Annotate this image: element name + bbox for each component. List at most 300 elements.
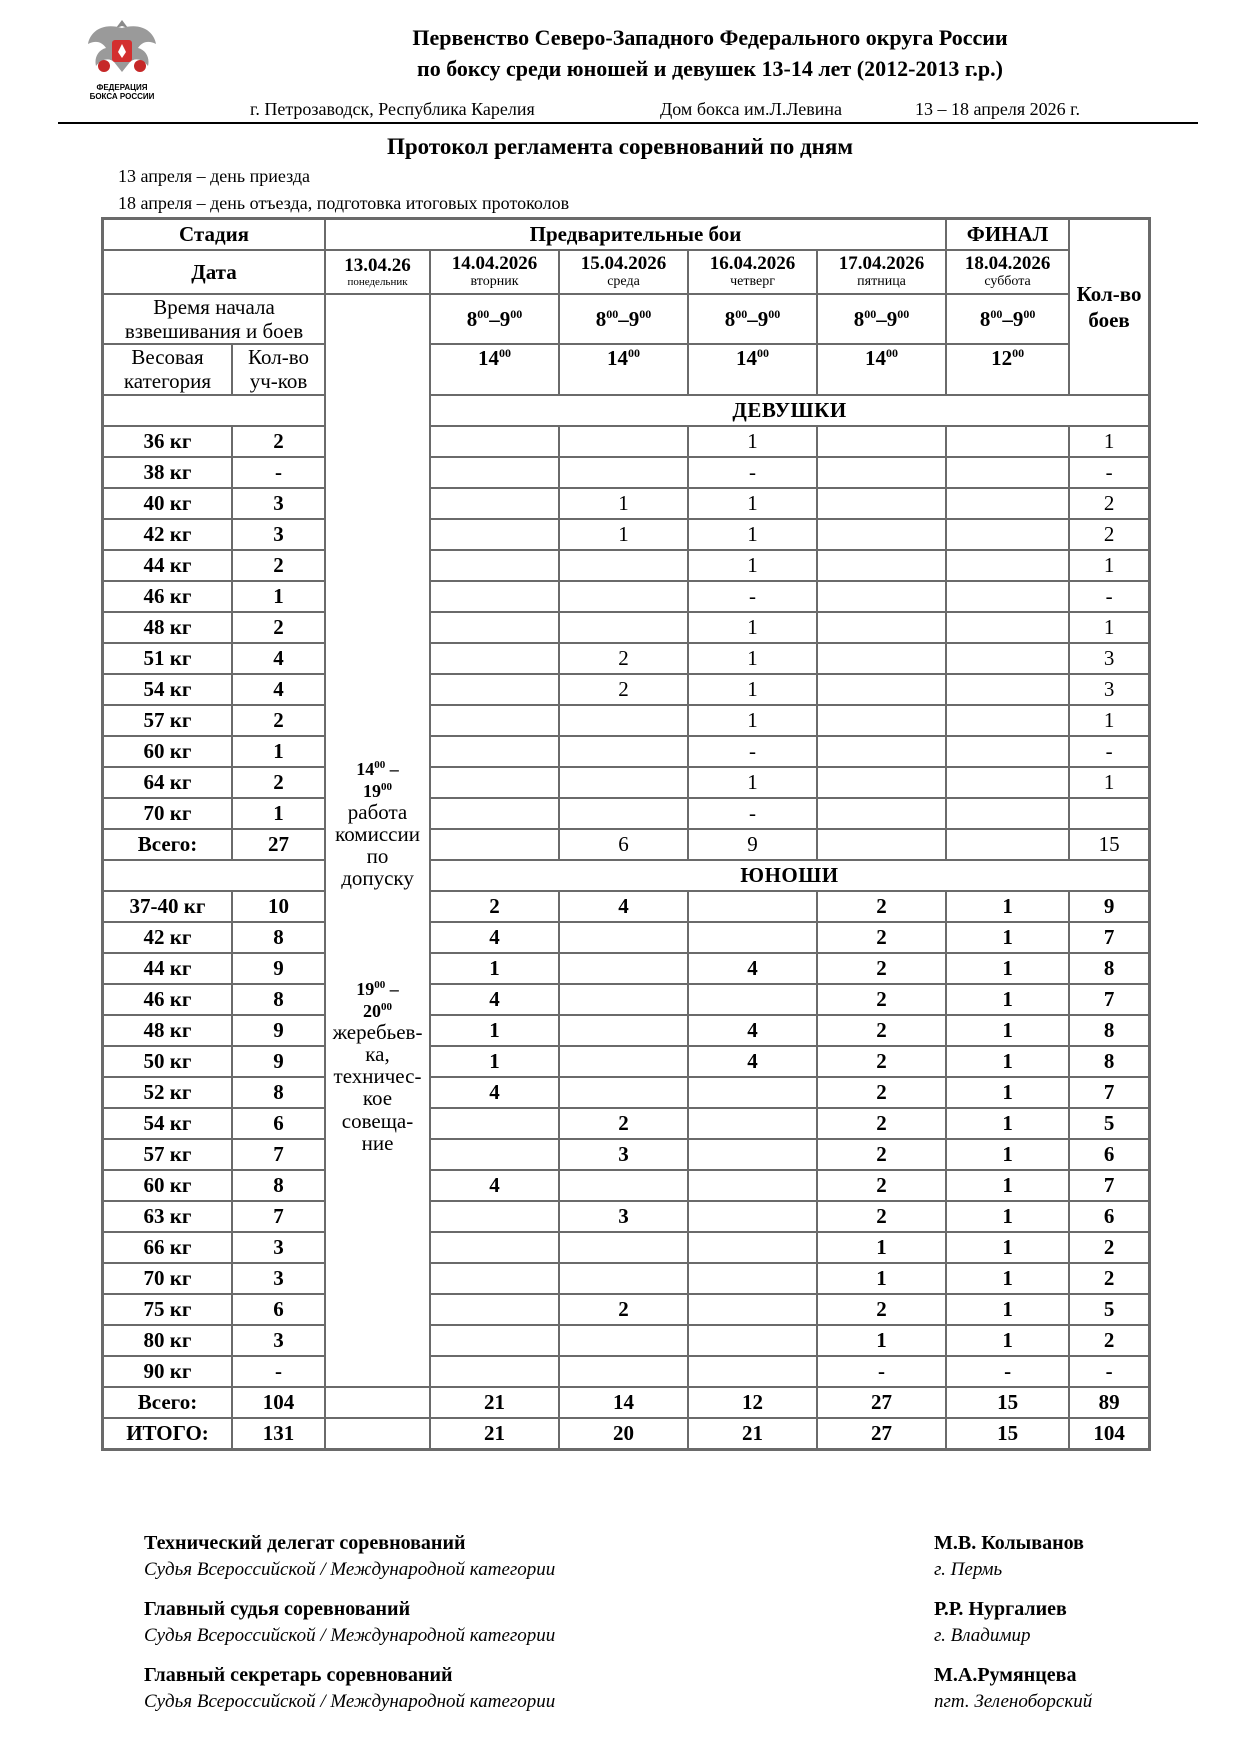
day-bouts: 1 <box>688 643 817 674</box>
day-bouts <box>559 426 688 457</box>
boys-row <box>103 1232 1149 1263</box>
weigh-in-time: $8^{00}-9^{00}$ <box>946 294 1069 344</box>
day-bouts: - <box>817 1356 946 1387</box>
day-bouts: 1 <box>688 426 817 457</box>
participants-count: 1 <box>232 581 325 612</box>
total-bouts: 1 <box>1069 426 1149 457</box>
total-bouts: 5 <box>1069 1108 1149 1139</box>
weigh-in-time: $8^{00}-9^{00}$ <box>430 294 559 344</box>
event-city: г. Петрозаводск, Республика Карелия <box>250 99 535 119</box>
bouts-total: 89 <box>1069 1387 1149 1418</box>
day-bouts-total: 12 <box>688 1387 817 1418</box>
day-bouts: 1 <box>688 767 817 798</box>
day-bouts <box>559 705 688 736</box>
day1-schedule <box>325 294 430 1387</box>
boys-row <box>103 1139 1149 1170</box>
girls-row <box>103 705 1149 736</box>
weight-category: 90 кг <box>103 1356 232 1387</box>
weight-category: 40 кг <box>103 488 232 519</box>
day-bouts <box>946 767 1069 798</box>
total-bouts: 7 <box>1069 1170 1149 1201</box>
weight-category: 44 кг <box>103 953 232 984</box>
total-bouts: 8 <box>1069 1046 1149 1077</box>
day-bouts <box>946 798 1069 829</box>
weight-category-label: Весовая категория <box>103 344 232 394</box>
weight-category: 70 кг <box>103 1263 232 1294</box>
participants-count-label: Кол-во уч-ков <box>232 344 325 394</box>
weight-category: 63 кг <box>103 1201 232 1232</box>
day-bouts: 2 <box>817 984 946 1015</box>
day-bouts <box>559 1232 688 1263</box>
total-bouts: - <box>1069 1356 1149 1387</box>
boys-section-label: ЮНОШИ <box>430 860 1149 891</box>
day-bouts: 2 <box>817 1046 946 1077</box>
signature-category: Судья Всероссийской / Международной категории <box>144 1691 556 1712</box>
participants-count: 7 <box>232 1201 325 1232</box>
final-label: ФИНАЛ <box>946 219 1069 250</box>
weight-category: 64 кг <box>103 767 232 798</box>
day-bouts <box>817 705 946 736</box>
stage-label: Стадия <box>103 219 325 250</box>
weight-category: 42 кг <box>103 519 232 550</box>
girls-row <box>103 519 1149 550</box>
day-bouts: 1 <box>688 705 817 736</box>
signature-role: Технический делегат соревнований <box>144 1532 466 1554</box>
participants-total: 27 <box>232 829 325 860</box>
weight-category: 75 кг <box>103 1294 232 1325</box>
day-bouts-total: 21 <box>430 1387 559 1418</box>
weigh-in-time: $8^{00}-9^{00}$ <box>688 294 817 344</box>
note-departure: 18 апреля – день отъезда, подготовка итоговых протоколов <box>118 193 570 213</box>
note-arrival: 13 апреля – день приезда <box>118 166 311 186</box>
day-bouts: 4 <box>559 891 688 922</box>
weight-category: 37-40 кг <box>103 891 232 922</box>
participants-count: 2 <box>232 767 325 798</box>
day-bouts-total: 9 <box>688 829 817 860</box>
empty-cell <box>103 860 325 891</box>
day-bouts <box>817 550 946 581</box>
day-bouts: 1 <box>559 488 688 519</box>
empty-cell <box>325 1418 430 1449</box>
total-bouts: 1 <box>1069 767 1149 798</box>
boys-row <box>103 1077 1149 1108</box>
day-weekday: вторник <box>470 274 519 290</box>
weight-category: 80 кг <box>103 1325 232 1356</box>
boys-row <box>103 1170 1149 1201</box>
day-bouts <box>430 1108 559 1139</box>
weight-category: 46 кг <box>103 984 232 1015</box>
participants-count: 8 <box>232 1077 325 1108</box>
day-bouts <box>817 612 946 643</box>
day-bouts <box>559 1356 688 1387</box>
weight-category: 52 кг <box>103 1077 232 1108</box>
day-bouts <box>946 457 1069 488</box>
total-bouts: - <box>1069 736 1149 767</box>
day-bouts <box>946 426 1069 457</box>
empty-cell <box>325 1387 430 1418</box>
girls-row <box>103 736 1149 767</box>
girls-total-row <box>103 829 1149 860</box>
day-bouts: 2 <box>817 891 946 922</box>
event-dates: 13 – 18 апреля 2026 г. <box>915 99 1080 119</box>
day-bouts: 1 <box>688 519 817 550</box>
day-bouts <box>430 736 559 767</box>
participants-count: 3 <box>232 1325 325 1356</box>
day-bouts <box>559 1263 688 1294</box>
signature-role: Главный секретарь соревнований <box>144 1664 453 1686</box>
day-bouts <box>946 674 1069 705</box>
day-bouts <box>817 798 946 829</box>
day-bouts <box>688 1325 817 1356</box>
participants-count: 2 <box>232 426 325 457</box>
day-bouts-total: 14 <box>559 1387 688 1418</box>
day-bouts <box>817 519 946 550</box>
girls-row <box>103 798 1149 829</box>
day-bouts: 2 <box>559 643 688 674</box>
girls-row <box>103 426 1149 457</box>
day-bouts: 1 <box>946 984 1069 1015</box>
boys-row <box>103 1046 1149 1077</box>
bout-start-time: $14^{00}$ <box>559 344 688 394</box>
total-bouts: 2 <box>1069 488 1149 519</box>
day-bouts: 3 <box>559 1201 688 1232</box>
day-bouts: 1 <box>430 953 559 984</box>
weight-category: 46 кг <box>103 581 232 612</box>
day-bouts <box>430 581 559 612</box>
day-bouts: 1 <box>946 1294 1069 1325</box>
day-bouts: - <box>688 581 817 612</box>
total-bouts: 7 <box>1069 922 1149 953</box>
prelim-label: Предварительные бои <box>325 219 946 250</box>
day-date: 13.04.26 <box>344 254 411 276</box>
day-bouts: 1 <box>946 1108 1069 1139</box>
day-bouts <box>430 1356 559 1387</box>
day-bouts <box>946 519 1069 550</box>
day-bouts <box>946 705 1069 736</box>
participants-count: - <box>232 457 325 488</box>
boys-row <box>103 1356 1149 1387</box>
day-bouts <box>559 1015 688 1046</box>
day-bouts <box>688 1356 817 1387</box>
day-bouts: - <box>688 457 817 488</box>
weight-category: 70 кг <box>103 798 232 829</box>
signature-name: М.В. Колыванов <box>934 1532 1084 1554</box>
day-bouts-total <box>817 829 946 860</box>
day-bouts <box>559 457 688 488</box>
signature-name: М.А.Румянцева <box>934 1664 1077 1686</box>
day-bouts: - <box>688 798 817 829</box>
day-bouts: 1 <box>817 1325 946 1356</box>
total-bouts: - <box>1069 457 1149 488</box>
day-bouts: 2 <box>817 1294 946 1325</box>
girls-row <box>103 550 1149 581</box>
day-weekday: четверг <box>730 274 775 290</box>
participants-count: 3 <box>232 1232 325 1263</box>
girls-section-label: ДЕВУШКИ <box>430 395 1149 426</box>
day-bouts <box>688 1294 817 1325</box>
day-weekday: пятница <box>857 274 906 290</box>
participants-count: 3 <box>232 519 325 550</box>
day-bouts <box>559 1046 688 1077</box>
girls-row <box>103 674 1149 705</box>
day-bouts: 1 <box>688 674 817 705</box>
stage-row <box>103 219 1149 250</box>
day1-block2-time: $19^{00}$ – $20^{00}$ <box>356 979 399 1022</box>
eagle-emblem-icon <box>82 14 162 84</box>
day-bouts <box>559 798 688 829</box>
day-bouts: 1 <box>688 612 817 643</box>
day-header <box>325 250 430 294</box>
girls-row <box>103 488 1149 519</box>
participants-count: 2 <box>232 612 325 643</box>
boys-section-row <box>103 860 1149 891</box>
total-bouts: 3 <box>1069 643 1149 674</box>
day-bouts-total <box>430 829 559 860</box>
participants-count: 8 <box>232 984 325 1015</box>
signature-name: Р.Р. Нургалиев <box>934 1598 1067 1620</box>
day-bouts: 2 <box>817 922 946 953</box>
day-bouts <box>430 1263 559 1294</box>
total-bouts <box>1069 798 1149 829</box>
date-label: Дата <box>103 250 325 294</box>
day-bouts <box>946 643 1069 674</box>
day-bouts: 1 <box>946 953 1069 984</box>
day-bouts: 2 <box>430 891 559 922</box>
weigh-in-time: $8^{00}-9^{00}$ <box>817 294 946 344</box>
participants-grand-total: 131 <box>232 1418 325 1449</box>
girls-row <box>103 612 1149 643</box>
day-bouts <box>559 767 688 798</box>
grand-total-row <box>103 1418 1149 1449</box>
day-bouts <box>430 550 559 581</box>
day-bouts: 1 <box>946 1077 1069 1108</box>
bout-start-time: $14^{00}$ <box>817 344 946 394</box>
day-header <box>688 250 817 294</box>
total-bouts: 6 <box>1069 1139 1149 1170</box>
participants-count: 9 <box>232 1015 325 1046</box>
weight-category: 60 кг <box>103 736 232 767</box>
day-bouts: 1 <box>559 519 688 550</box>
day-bouts <box>430 674 559 705</box>
day-bouts <box>430 1232 559 1263</box>
girls-section-row <box>103 395 1149 426</box>
day-bouts-grand-total: 21 <box>430 1418 559 1449</box>
day-bouts: 1 <box>430 1015 559 1046</box>
day-date: 17.04.2026 <box>838 253 925 275</box>
signature-category: Судья Всероссийской / Международной категории <box>144 1559 556 1580</box>
header-divider <box>58 122 1198 124</box>
day-bouts: 2 <box>817 1201 946 1232</box>
day-bouts: 2 <box>559 674 688 705</box>
day-bouts: 1 <box>688 488 817 519</box>
day-bouts: 1 <box>946 1325 1069 1356</box>
total-bouts: 1 <box>1069 705 1149 736</box>
day-bouts: 2 <box>559 1294 688 1325</box>
day-bouts: 1 <box>946 891 1069 922</box>
day-bouts <box>688 1201 817 1232</box>
total-label: Всего: <box>103 829 232 860</box>
total-bouts: - <box>1069 581 1149 612</box>
day-bouts <box>430 1201 559 1232</box>
event-venue: Дом бокса им.Л.Левина <box>660 99 843 119</box>
day-bouts: - <box>688 736 817 767</box>
day-bouts <box>430 1294 559 1325</box>
day-bouts <box>430 767 559 798</box>
weigh-in-row <box>103 294 1149 344</box>
signature-role: Главный судья соревнований <box>144 1598 411 1620</box>
boys-row <box>103 891 1149 922</box>
day-bouts <box>430 705 559 736</box>
participants-count: 2 <box>232 705 325 736</box>
day-bouts <box>946 736 1069 767</box>
girls-row <box>103 767 1149 798</box>
total-bouts: 1 <box>1069 612 1149 643</box>
total-bouts: 8 <box>1069 953 1149 984</box>
total-bouts: 2 <box>1069 519 1149 550</box>
day-bouts <box>430 643 559 674</box>
boys-row <box>103 1294 1149 1325</box>
participants-count: 4 <box>232 674 325 705</box>
weight-category: 50 кг <box>103 1046 232 1077</box>
day-weekday: суббота <box>984 274 1031 290</box>
participants-total: 104 <box>232 1387 325 1418</box>
day-bouts <box>559 1325 688 1356</box>
day-bouts <box>946 488 1069 519</box>
day-bouts: 1 <box>817 1263 946 1294</box>
day-header <box>430 250 559 294</box>
day-date: 15.04.2026 <box>580 253 667 275</box>
day-bouts-total <box>946 829 1069 860</box>
girls-row <box>103 457 1149 488</box>
weight-category: 60 кг <box>103 1170 232 1201</box>
day-bouts: 1 <box>946 1139 1069 1170</box>
bouts-grand-total: 104 <box>1069 1418 1149 1449</box>
title-line-1: Первенство Северо-Западного Федерального округа России <box>412 25 1008 50</box>
participants-count: 8 <box>232 1170 325 1201</box>
day-bouts <box>559 550 688 581</box>
day-bouts: 1 <box>946 1201 1069 1232</box>
day-bouts <box>559 922 688 953</box>
signature-category: Судья Всероссийской / Международной категории <box>144 1625 556 1646</box>
day-bouts <box>559 736 688 767</box>
girls-row <box>103 581 1149 612</box>
total-bouts: 9 <box>1069 891 1149 922</box>
weight-category: 51 кг <box>103 643 232 674</box>
day-bouts <box>688 1108 817 1139</box>
day-bouts <box>688 1232 817 1263</box>
day-header <box>946 250 1069 294</box>
total-bouts: 1 <box>1069 550 1149 581</box>
participants-count: 9 <box>232 953 325 984</box>
weight-category: 42 кг <box>103 922 232 953</box>
weight-category: 48 кг <box>103 612 232 643</box>
date-row <box>103 250 1149 294</box>
day-bouts: 4 <box>688 953 817 984</box>
day-weekday: понедельник <box>347 275 408 288</box>
boys-total-row <box>103 1387 1149 1418</box>
participants-count: 4 <box>232 643 325 674</box>
day-bouts <box>559 1077 688 1108</box>
boys-row <box>103 984 1149 1015</box>
day-bouts <box>688 1139 817 1170</box>
day-bouts-total: 27 <box>817 1387 946 1418</box>
day1-block2-text: жеребьев- ка, техничес- кое совеща- ние <box>332 1020 423 1155</box>
day-bouts: 4 <box>430 922 559 953</box>
bout-start-time: $14^{00}$ <box>688 344 817 394</box>
day-bouts: 1 <box>946 1170 1069 1201</box>
day-bouts: 4 <box>430 984 559 1015</box>
day-bouts: 1 <box>817 1232 946 1263</box>
day-bouts <box>430 457 559 488</box>
boys-row <box>103 953 1149 984</box>
boys-row <box>103 1201 1149 1232</box>
day-bouts <box>688 1077 817 1108</box>
grand-total-label: ИТОГО: <box>103 1418 232 1449</box>
participants-count: 1 <box>232 736 325 767</box>
day1-block1-time: $14^{00}$ – $19^{00}$ <box>356 758 399 801</box>
boys-row <box>103 1015 1149 1046</box>
weight-category: 66 кг <box>103 1232 232 1263</box>
day-bouts <box>559 953 688 984</box>
day-bouts: 4 <box>430 1077 559 1108</box>
day-bouts: 2 <box>817 1139 946 1170</box>
day-bouts <box>688 891 817 922</box>
participants-count: 10 <box>232 891 325 922</box>
boys-row <box>103 1263 1149 1294</box>
day-bouts <box>817 643 946 674</box>
day-bouts: 2 <box>817 1170 946 1201</box>
day-date: 18.04.2026 <box>964 253 1051 275</box>
participants-count: 9 <box>232 1046 325 1077</box>
day-bouts: 2 <box>817 953 946 984</box>
weigh-in-time: $8^{00}-9^{00}$ <box>559 294 688 344</box>
bout-start-time: $14^{00}$ <box>430 344 559 394</box>
total-bouts: 5 <box>1069 1294 1149 1325</box>
participants-count: 2 <box>232 550 325 581</box>
day-bouts <box>688 984 817 1015</box>
day-header <box>559 250 688 294</box>
boys-row <box>103 1325 1149 1356</box>
day-header <box>817 250 946 294</box>
day-bouts: - <box>946 1356 1069 1387</box>
participants-count: 7 <box>232 1139 325 1170</box>
bout-start-row <box>103 344 1149 394</box>
day-bouts <box>946 550 1069 581</box>
day-bouts <box>430 488 559 519</box>
weight-category: 54 кг <box>103 1108 232 1139</box>
day-bouts: 2 <box>817 1015 946 1046</box>
total-bouts: 8 <box>1069 1015 1149 1046</box>
signature-city: г. Владимир <box>934 1625 1031 1646</box>
weight-category: 57 кг <box>103 1139 232 1170</box>
participants-count: 1 <box>232 798 325 829</box>
boys-row <box>103 922 1149 953</box>
participants-count: 8 <box>232 922 325 953</box>
day-bouts <box>817 488 946 519</box>
day-bouts-grand-total: 21 <box>688 1418 817 1449</box>
day-weekday: среда <box>607 274 640 290</box>
day-bouts: 2 <box>817 1077 946 1108</box>
day-bouts: 4 <box>430 1170 559 1201</box>
boys-row <box>103 1108 1149 1139</box>
protocol-title: Протокол регламента соревнований по дням <box>386 134 854 159</box>
day-bouts: 2 <box>559 1108 688 1139</box>
day-bouts: 1 <box>946 1232 1069 1263</box>
day-bouts-grand-total: 27 <box>817 1418 946 1449</box>
total-bouts: 6 <box>1069 1201 1149 1232</box>
day-bouts <box>817 767 946 798</box>
time-label: Время начала взвешивания и боев <box>103 294 325 344</box>
